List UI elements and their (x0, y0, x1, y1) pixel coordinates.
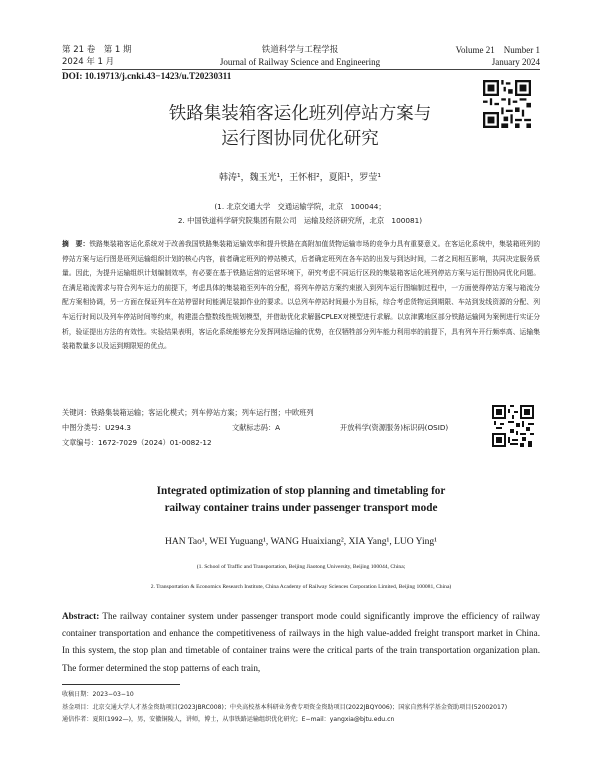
affiliation-en-2: 2. Transportation & Economics Research Institute, China Academy of Railway Sciences Corporation Limited, Beijing 100081, China) (150, 584, 452, 590)
article-number: 文章编号：1672-7029（2024）01-0082-12 (62, 438, 212, 447)
affiliation-en-1: (1. School of Traffic and Transportation, Beijing Jiaotong University, Beijing 100044, China; (196, 564, 406, 570)
volume-issue-cn: 第 21 卷 第 1 期 (62, 45, 132, 55)
journal-title-en: Journal of Railway Science and Engineering (219, 57, 381, 67)
footnotes (62, 689, 540, 727)
footnote-rule (62, 684, 180, 685)
title-cn-line2: 运行图协同优化研究 (221, 129, 379, 149)
corresponding-author-label: 通信作者： (62, 716, 93, 724)
document-code: 文献标志码：A (232, 423, 281, 432)
date-en: January 2024 (491, 57, 540, 67)
abstract-cn-label: 摘 要： (62, 240, 90, 248)
volume-issue-en: Volume 21 Number 1 (455, 45, 540, 55)
title-en-line2: railway container trains under passenger transport mode (164, 502, 438, 514)
abstract-en (62, 608, 540, 677)
doi[interactable]: DOI: 10.19713/j.cnki.43−1423/u.T20230311 (62, 71, 232, 81)
affiliation-cn-2: 2. 中国铁道科学研究院集团有限公司 运输及经济研究所，北京 100081) (177, 216, 423, 225)
abstract-cn-text: 铁路集装箱客运化系统对于改善我国铁路集装箱运输效率和提升铁路在高附加值货物运输市场的竞争力具有重要意义。在客运化系统中，集装箱班列的停站方案与运行图是班列运输组织计划的核心内容，前者确定班列的停站模式，后者确定班列在各车站的出发与到达时间，二者之间相互影响，共同决定服务质量。因此，为提升运输组织计划编制效率，有必要在基于铁路运营的运营环境下，研究考虑不同运行区段的集装箱客运化班列停站方案与运行图协同优化问题。在满足箱流需求与符合列车运力的前提下，考虑具体的集装箱至列车的分配，将列车停站方案约束嵌入到列车运行图编制过程中，一方面使得停站方案与箱流分配方案相协调，另一方面在保证列车在站停留时间能满足装卸作业的要求。以总列车停站时间最小为目标，综合考虑货物运到期限、车站到发线资源的分配、列车运行时间以及列车停站时间等约束，构建混合整数线性规划模型，并借助优化求解器CPLEX对模型进行求解。以京津冀地区部分铁路运输网为案例进行实证分析，验证提出方法的有效性。实验结果表明，客运化系统能够充分发挥网络运输的优势，在仅牺牲部分列车能力利用率的前提下，具有列车开行频率高、运输集装箱数量多以及运到期限短的优点。 (62, 240, 541, 351)
footnote-author (62, 714, 540, 727)
title-cn-line1: 铁路集装箱客运化班列停站方案与 (168, 104, 432, 124)
osid-label: 开放科学(资源服务)标识码(OSID) (340, 423, 449, 432)
fund-label: 基金项目： (62, 703, 93, 711)
article-qr-code[interactable] (483, 80, 531, 128)
abstract-en-text: The railway container system under passenger transport mode could significantly improve the efficiency of railway container transportation and enhance the competitiveness of railways in the high value-added freight transport market in China. In this system, the stop plan and timetable of container trains were the critical parts of the train transportation organization plan. The former determined the stop patterns of each train, (62, 611, 540, 673)
abstract-en-label: Abstract: (62, 611, 100, 621)
received-label: 收稿日期： (62, 691, 93, 698)
abstract-cn (62, 237, 540, 354)
corresponding-author-text: 夏阳(1992—)，男，安徽铜陵人，讲师，博士，从事铁路运输组织优化研究；E−mail：yangxia@bjtu.edu.cn (92, 716, 395, 724)
fund-text: 北京交通大学人才基金资助项目(2023JBRC008)；中央高校基本科研业务费专项资金资助项目(2022JBQY006)；国家自然科学基金资助项目(52002017) (92, 703, 508, 711)
received-date: 2023−03−10 (92, 691, 134, 698)
footnote-received (62, 689, 540, 702)
title-en-line1: Integrated optimization of stop planning and timetabling for (156, 485, 446, 497)
authors-en: HAN Tao¹, WEI Yuguang¹, WANG Huaixiang², XIA Yang¹, LUO Ying¹ (165, 537, 437, 547)
date-cn: 2024 年 1 月 (62, 57, 115, 67)
keywords-cn: 关键词：铁路集装箱运输；客运化模式；列车停站方案；列车运行图；中欧班列 (62, 408, 314, 417)
header-rule (62, 69, 540, 70)
affiliation-cn-1: (1. 北京交通大学 交通运输学院，北京 100044； (214, 202, 386, 211)
osid-qr-code[interactable] (492, 405, 534, 447)
journal-title-cn: 铁道科学与工程学报 (261, 45, 339, 55)
authors-cn: 韩涛¹，魏玉光¹，王怀相²，夏阳¹，罗莹¹ (218, 173, 382, 183)
clc-number: 中图分类号：U294.3 (62, 423, 131, 432)
footnote-fund (62, 702, 540, 715)
